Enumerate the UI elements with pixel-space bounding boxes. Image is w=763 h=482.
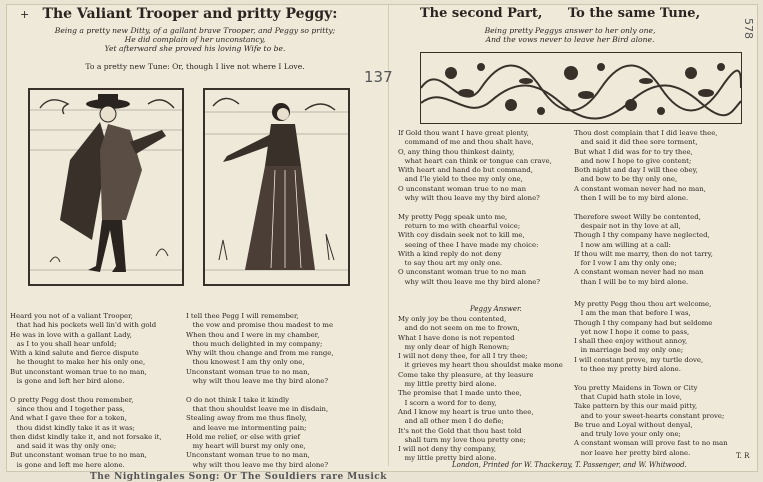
initials-mark: T. R bbox=[736, 452, 750, 460]
right-verse-col-4: My pretty Pegg thou thou art welcome, I am the man that before I was, Though I thy company had but seldome yet now I hope it come to pass, I shall thee enjoy without annoy, in marriage bed my only one; I will constant prove, my turtle dove, to thee my pretty bird alone. You pretty Maidens in Town or City that Cupid hath stole in love, Take pattern by this our maid pitty, and to your sweet-hearts constant prove; Be true and Loyal without denyal, and truly love your only one; A constant woman will prove fast to no man nor leave her pretty bird alone. bbox=[574, 300, 728, 457]
printer-imprint: London, Printed for W. Thackeray, T. Passenger, and W. Whitwood. bbox=[452, 461, 687, 469]
left-verse-col-2: I tell thee Pegg I will remember, the vow and promise thou madest to me When thou and I were in my chamber, thou much delighted in my company; Why wilt thou change and from me range, thou knowest I am thy only one, Unconstant woman true to no man, why wilt thou leave me thy bird alone? O do not think I take it kindly that thou shouldst leave me in disdain, Stealing away from me thus finely, and leave me intormenting pain; Hold me relief, or else with grief my heart will burst my only one, Unconstant woman true to no man, why wilt thou leave me thy bird alone? bbox=[186, 312, 334, 469]
handwritten-corner-number: 578 bbox=[742, 18, 755, 39]
peggy-answer-label: Peggy Answer. bbox=[470, 305, 522, 313]
left-title: The Valiant Trooper and pritty Peggy: bbox=[42, 6, 338, 22]
left-subtitle-2: He did complain of her unconstancy, bbox=[124, 35, 266, 44]
left-tune: To a pretty new Tune: Or, though I live not where I Love. bbox=[85, 62, 305, 71]
right-verse-col-3: My only joy be thou contented, and do not seem on me to frown, What I have done is not repented my only dear of high Renown; I will not deny thee, for all I try thee; it grieves my heart thou shouldst make mone Come take thy pleasure, at thy leasure my little pretty bird alone. The promise that I made unto thee, I scorn a word for to deny, And I know my heart is true unto thee, and all other men I do defie; It's not the Gold that thou hast told shall turn my love thou pretty one; I will not deny thy company, my little pretty bird alone. bbox=[398, 315, 563, 463]
woodcut-trooper bbox=[28, 88, 184, 286]
left-subtitle-1: Being a pretty new Ditty, of a gallant brave Trooper, and Peggy so pritty; bbox=[54, 26, 336, 35]
peggy-illustration bbox=[205, 90, 348, 284]
floral-ornament bbox=[421, 53, 741, 123]
left-verse-col-1: Heard you not of a valiant Trooper, that had his pockets well lin'd with gold He was in love with a gallant Lady, as I to you shall hear unfold; With a kind salute and fierce dispute he thought to make her his only one, But unconstant woman true to no man, is gone and left her bird alone. O pretty Pegg dost thou remember, since thou and I together pass, And what I gave thee for a token, thou didst kindly take it as it was; then didst kindly take it, and not forsake it, and said it was thy only one; But unconstant woman true to no man, is gone and left me here alone. bbox=[10, 312, 162, 469]
ornamental-banner bbox=[420, 52, 742, 124]
next-ballad-title-strip: The Nightingales Song: Or The Souldiers rare Musick bbox=[90, 472, 388, 482]
handwritten-center-number: 137 bbox=[364, 68, 393, 86]
trooper-illustration bbox=[30, 90, 182, 284]
right-verse-col-1: If Gold thou want I have great plenty, command of me and thou shalt have, O, any thing thou thinkest dainty, what heart can think or tongue can crave, With heart and hand do but command, and I'le yield to thee my only one, O unconstant woman true to no man why wilt thou leave my thy bird alone? My pretty Pegg speak unto me, return to me with chearful voice; With coy disdain seek not to kill me, seeing of thee I have made my choice: With a kind reply do not deny to say thou art my only one. O unconstant woman true to no man why wilt thou leave me thy bird alone? bbox=[398, 129, 552, 286]
right-subtitle-1: Being pretty Peggys answer to her only one, bbox=[484, 26, 656, 35]
woodcut-peggy bbox=[203, 88, 350, 286]
right-title: The second Part, bbox=[420, 6, 543, 21]
right-title-tune: To the same Tune, bbox=[568, 6, 701, 21]
left-subtitle-3: Yet afterward she proved his loving Wife to be. bbox=[104, 44, 286, 53]
right-verse-col-2: Thou dost complain that I did leave thee, and said it did thee sore torment, But what I did was for to try thee, and now I hope to give content; Both night and day I will thee obey, and bow to be thy only one, A constant woman never had no man, then I will be to my bird alone. Therefore sweet Willy be contented, despair not in thy love at all, Though I thy company have neglected, I now am willing at a call: If thou wilt me marry, then do not tarry, for I vow I am thy only one; A constant woman never had no man than I will be to my bird alone. bbox=[574, 129, 718, 286]
right-subtitle-2: And the vows never to leave her Bird alone. bbox=[485, 35, 655, 44]
handwritten-plus: + bbox=[20, 8, 30, 21]
